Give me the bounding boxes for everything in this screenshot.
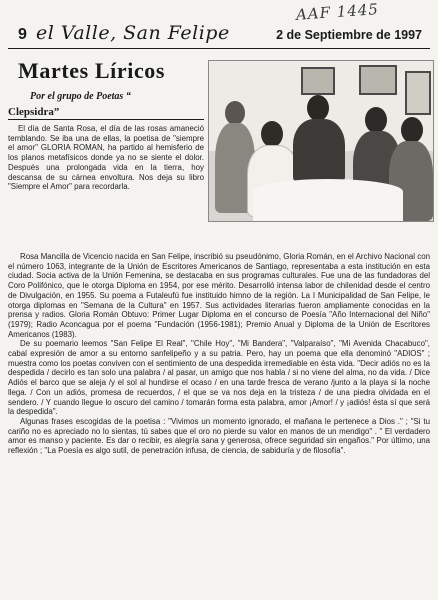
article-paragraph: De su poemario leemos "San Felipe El Real", "Chile Hoy", "Mi Bandera", "Valparaíso", "Mi Avenida Chacabuco", cabal expresión de amor a su entorno sanfelipeño y a su patria. Pero, hay un poema que ella denominó "ADIOS" ; muestra como los poetas conviven con el sentimiento de una despedida irremediable en ésta vida. "Decir adiós no es la despedida / decirlo es tan solo una palabra / al pasar, un amigo que nos habla / si no viene del alma, no da vida. / Dice Adiós el barco que se aleja /y el sol al hundirse el ocaso / en una tarde fresca de verano /junto a la playa si la noche llega. / Con un adiós, promesa de recuerdos, / el que se va nos deja en la tristeza / de una piedra olvidada en el sendero. / Y cuando llegue lo oscuro del camino / tomarán forma esta palabra, amor ¡Amor! / y ¡adiós! ésta sí que será la despedida".: [8, 339, 430, 417]
newspaper-masthead: el Valle, San Felipe: [36, 22, 230, 44]
archive-handwritten-note: AAF 1445: [295, 0, 380, 24]
photo-window: [405, 71, 431, 115]
article-title: Martes Líricos: [18, 58, 166, 83]
photo-wall-painting: [301, 67, 335, 95]
article-paragraph: Algunas frases escogidas de la poetisa : "Vivimos un momento ignorado, el mañana le pertenece a Dios ." ; "Si tu cariño no es apreciado no lo sientas, tú sabes que el oro no pierde su valor en manos de un mendigo" . " El verdadero amor es manso y paciente. Es dar o recibir, es alegría sana y generosa, ofrece seguridad sin engaños." Por último, una reflexión ; "La Poesía es algo sutil, de penetración infusa, de ciencia, de sabiduría y de filosofía".: [8, 416, 430, 456]
article-subtitle: Clepsidra”: [8, 106, 204, 120]
page-number: 9: [18, 26, 27, 43]
article-body: [8, 252, 430, 456]
article-paragraph: Rosa Mancilla de Vicencio nacida en San Felipe, inscribió su pseudónimo, Gloria Román, en el Archivo Nacional con el número 1063, integrante de la Unión de Escritores Americanos de Santiago, representaba a esta institución en esta ciudad. Socia activa de la Unión Femenina, se destacaba en sus programas culturales. Fue una de las fundadoras del Coro Polifónico, que le otorga Diploma en 1954, por ese mérito. Desarrolló intensa labor de chilenidad desde el centro de Divulgación, en 1955. Su poema a Futaleufú fue instituido himno de la región. La I Municipalidad de San Felipe, le otorga diplomas en "Semana de la Cultura" en 1957. Sus actividades literarias fueron ampliamente conocidas en la prensa y radios. Gloria Román Obtuvo: Primer Lugar Diploma en el concurso de Poesía "Año Internacional del Niño" (1979); Radio Aconcagua por el poema "Fundación (1956-1981); Premio Anual y Diploma de la Unión de Escritores Americanos (1983).: [8, 252, 430, 339]
article-photo: [208, 60, 434, 222]
page-header: [8, 22, 430, 49]
article-byline: Por el grupo de Poetas “: [30, 91, 131, 102]
photo-table: [253, 179, 403, 221]
photo-wall-painting: [359, 65, 397, 95]
publication-date: 2 de Septiembre de 1997: [276, 28, 422, 42]
article-intro-paragraph: El día de Santa Rosa, el día de las rosas amaneció temblando. Se iba una de ellas, la poetisa de "siempre el amor" GLORIA ROMAN, ha partido al hemisferio de los planos metafísicos donde ya no se siente el dolor. Después una prolongada vida en la tierra, hoy descansa de su cárnea envoltura. Nos deja su libro "Siempre el Amor" para recordarla.: [8, 124, 204, 192]
